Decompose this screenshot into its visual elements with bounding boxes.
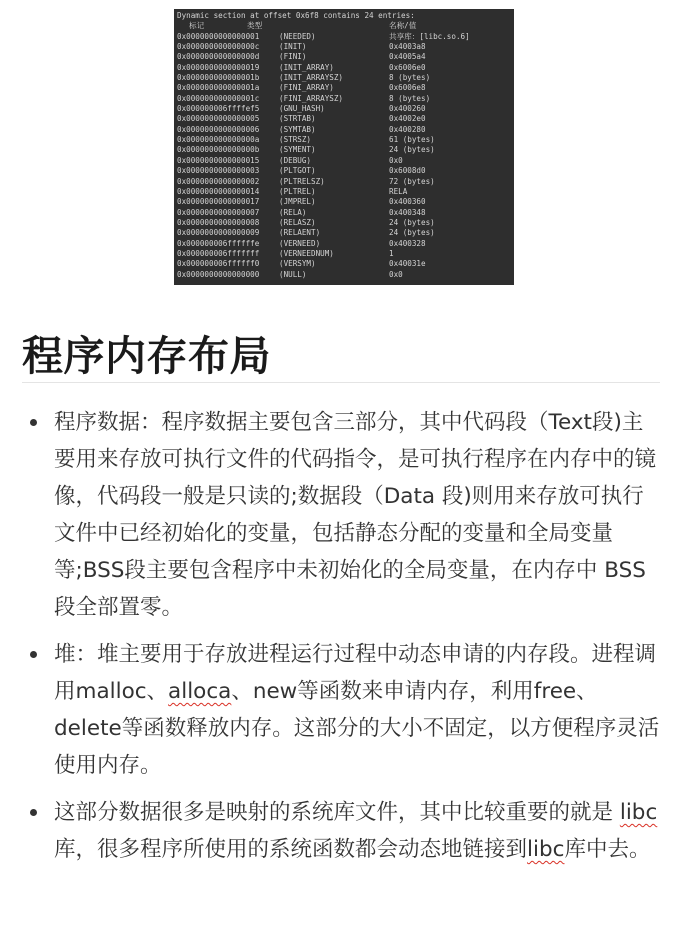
item-text: 程序数据：程序数据主要包含三部分，其中代码段（Text段)主要用来存放可执行文件的代码指令，是可执行程序在内存中的镜像，代码段一般是只读的;数据段（Data 段)则用来存放可执行文件中已经初始化的变量，包括静态分配的变量和全局变量等;BSS段主要包含程序中未初始化的全局变量，在内存中 BSS 段全部置零。	[54, 410, 657, 620]
entry-tag: 0x0000000000000000	[177, 269, 260, 279]
terminal-rows	[177, 32, 514, 280]
bullet-icon	[30, 651, 37, 658]
entry-type: (INIT_ARRAYSZ)	[279, 73, 344, 83]
bullet-icon	[30, 809, 37, 816]
dynamic-entry-row	[177, 218, 514, 228]
section-heading: 程序内存布局	[22, 332, 271, 380]
entry-value: 24 (bytes)	[389, 228, 435, 238]
entry-tag: 0x000000006ffffffe	[177, 238, 260, 248]
entry-type: (VERNEED)	[279, 238, 321, 248]
dynamic-entry-row	[177, 135, 514, 145]
entry-value: RELA	[389, 186, 408, 196]
dynamic-entry-row	[177, 94, 514, 104]
column-type: 类型	[247, 21, 263, 31]
entry-tag: 0x0000000000000017	[177, 197, 260, 207]
spellcheck-flagged-word: alloca	[168, 679, 232, 704]
entry-value: 24 (bytes)	[389, 145, 435, 155]
entry-tag: 0x000000006ffffef5	[177, 104, 260, 114]
item-text: 库中去。	[564, 837, 651, 862]
entry-tag: 0x0000000000000005	[177, 114, 260, 124]
entry-value: 0x6006e0	[389, 62, 426, 72]
entry-value: 0x4003a8	[389, 42, 426, 52]
item-text: 、new等函数来申请内存，利用free、delete等函数释放内存。这部分的大小不固定，以方便程序灵活使用内存。	[54, 679, 660, 778]
entry-type: (RELA)	[279, 207, 307, 217]
entry-value: 8 (bytes)	[389, 73, 431, 83]
dynamic-entry-row	[177, 177, 514, 187]
entry-value: 72 (bytes)	[389, 176, 435, 186]
entry-value: 61 (bytes)	[389, 135, 435, 145]
entry-value: 1	[389, 248, 394, 258]
entry-value: 0x400328	[389, 238, 426, 248]
entry-value: 0x6008d0	[389, 166, 426, 176]
entry-type: (VERSYM)	[279, 259, 316, 269]
entry-tag: 0x0000000000000006	[177, 124, 260, 134]
readelf-dynamic-section-screenshot	[174, 9, 514, 285]
entry-tag: 0x000000000000001b	[177, 73, 260, 83]
entry-value: 0x40031e	[389, 259, 426, 269]
bullet-list	[22, 404, 662, 878]
entry-tag: 0x000000000000000b	[177, 145, 260, 155]
list-item	[22, 794, 662, 868]
entry-value: 0x400348	[389, 207, 426, 217]
entry-tag: 0x0000000000000014	[177, 186, 260, 196]
entry-tag: 0x0000000000000001	[177, 31, 260, 41]
entry-type: (STRTAB)	[279, 114, 316, 124]
entry-tag: 0x0000000000000008	[177, 217, 260, 227]
entry-tag: 0x000000006fffffff	[177, 248, 260, 258]
entry-tag: 0x000000000000000c	[177, 42, 260, 52]
entry-type: (GNU_HASH)	[279, 104, 325, 114]
column-value: 名称/值	[389, 21, 417, 31]
entry-type: (STRSZ)	[279, 135, 312, 145]
entry-type: (PLTGOT)	[279, 166, 316, 176]
dynamic-entry-row	[177, 259, 514, 269]
entry-type: (JMPREL)	[279, 197, 316, 207]
dynamic-entry-row	[177, 270, 514, 280]
entry-type: (PLTREL)	[279, 186, 316, 196]
dynamic-entry-row	[177, 249, 514, 259]
entry-type: (VERNEEDNUM)	[279, 248, 334, 258]
entry-tag: 0x0000000000000007	[177, 207, 260, 217]
entry-type: (SYMENT)	[279, 145, 316, 155]
dynamic-entry-row	[177, 104, 514, 114]
entry-type: (FINI_ARRAYSZ)	[279, 93, 344, 103]
entry-value: 0x0	[389, 269, 403, 279]
entry-type: (FINI)	[279, 52, 307, 62]
entry-value: 0x4005a4	[389, 52, 426, 62]
dynamic-entry-row	[177, 63, 514, 73]
entry-value: 0x6006e8	[389, 83, 426, 93]
dynamic-entry-row	[177, 83, 514, 93]
heading-divider	[22, 382, 660, 383]
entry-type: (FINI_ARRAY)	[279, 83, 334, 93]
dynamic-entry-row	[177, 73, 514, 83]
entry-value: 0x0	[389, 155, 403, 165]
entry-tag: 0x0000000000000009	[177, 228, 260, 238]
entry-tag: 0x000000006ffffff0	[177, 259, 260, 269]
entry-value: 24 (bytes)	[389, 217, 435, 227]
entry-type: (SYMTAB)	[279, 124, 316, 134]
entry-type: (RELASZ)	[279, 217, 316, 227]
dynamic-entry-row	[177, 42, 514, 52]
list-item	[22, 404, 662, 626]
dynamic-entry-row	[177, 187, 514, 197]
entry-value: 0x4002e0	[389, 114, 426, 124]
entry-value: 0x400260	[389, 104, 426, 114]
item-text: 堆：堆主要用于存放进程运行过程中动态申请的内存段。进程调用malloc、	[54, 642, 657, 704]
entry-tag: 0x0000000000000019	[177, 62, 260, 72]
entry-type: (INIT)	[279, 42, 307, 52]
entry-value: 8 (bytes)	[389, 93, 431, 103]
dynamic-entry-row	[177, 32, 514, 42]
entry-type: (RELAENT)	[279, 228, 321, 238]
entry-type: (DEBUG)	[279, 155, 312, 165]
entry-tag: 0x0000000000000002	[177, 176, 260, 186]
entry-type: (NEEDED)	[279, 31, 316, 41]
dynamic-entry-row	[177, 239, 514, 249]
terminal-header: Dynamic section at offset 0x6f8 contains 24 entries:	[177, 11, 415, 20]
bullet-icon	[30, 419, 37, 426]
entry-value: 0x400360	[389, 197, 426, 207]
terminal-column-headers	[177, 21, 514, 31]
entry-type: (INIT_ARRAY)	[279, 62, 334, 72]
item-text: 这部分数据很多是映射的系统库文件，其中比较重要的就是	[54, 800, 620, 825]
entry-tag: 0x000000000000001c	[177, 93, 260, 103]
spellcheck-flagged-word: libc	[619, 800, 658, 825]
dynamic-entry-row	[177, 228, 514, 238]
spellcheck-flagged-word: libc	[527, 837, 565, 862]
dynamic-entry-row	[177, 125, 514, 135]
entry-tag: 0x000000000000001a	[177, 83, 260, 93]
list-item	[22, 636, 662, 784]
dynamic-entry-row	[177, 114, 514, 124]
dynamic-entry-row	[177, 166, 514, 176]
dynamic-entry-row	[177, 145, 514, 155]
column-tag: 标记	[189, 21, 205, 31]
entry-tag: 0x000000000000000a	[177, 135, 260, 145]
entry-tag: 0x0000000000000015	[177, 155, 260, 165]
dynamic-entry-row	[177, 156, 514, 166]
dynamic-entry-row	[177, 197, 514, 207]
entry-type: (PLTRELSZ)	[279, 176, 325, 186]
entry-type: (NULL)	[279, 269, 307, 279]
entry-tag: 0x0000000000000003	[177, 166, 260, 176]
item-text: 库，很多程序所使用的系统函数都会动态地链接到	[54, 837, 528, 862]
dynamic-entry-row	[177, 52, 514, 62]
dynamic-entry-row	[177, 208, 514, 218]
entry-value: 0x400280	[389, 124, 426, 134]
entry-value: 共享库：[libc.so.6]	[389, 31, 470, 41]
entry-tag: 0x000000000000000d	[177, 52, 260, 62]
